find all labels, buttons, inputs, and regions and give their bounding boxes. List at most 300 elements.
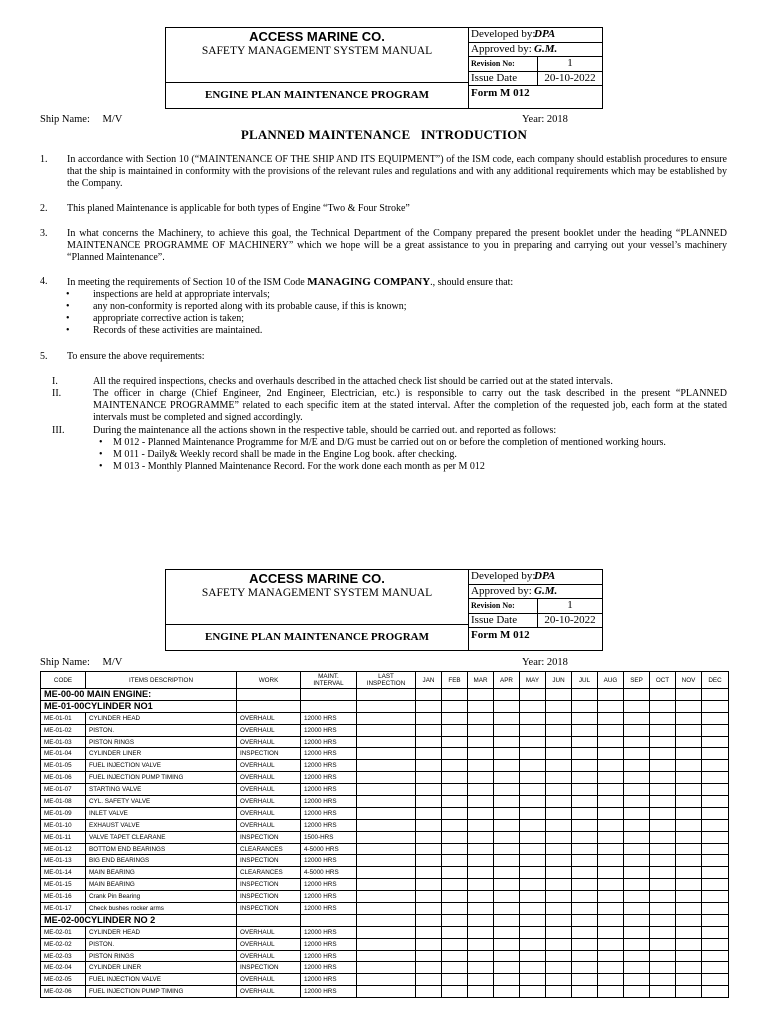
schedule-cell[interactable]	[572, 831, 598, 843]
schedule-cell[interactable]	[442, 986, 468, 998]
schedule-cell[interactable]	[494, 724, 520, 736]
schedule-cell[interactable]	[494, 903, 520, 915]
schedule-cell[interactable]	[416, 748, 442, 760]
schedule-cell[interactable]	[416, 855, 442, 867]
schedule-cell[interactable]	[572, 736, 598, 748]
schedule-cell[interactable]	[676, 760, 702, 772]
schedule-cell[interactable]	[357, 867, 416, 879]
schedule-cell[interactable]	[572, 986, 598, 998]
schedule-cell[interactable]	[357, 736, 416, 748]
schedule-cell[interactable]	[357, 986, 416, 998]
schedule-cell[interactable]	[468, 724, 494, 736]
schedule-cell[interactable]	[546, 879, 572, 891]
schedule-cell[interactable]	[520, 950, 546, 962]
schedule-cell[interactable]	[572, 784, 598, 796]
schedule-cell[interactable]	[546, 748, 572, 760]
schedule-cell[interactable]	[598, 903, 624, 915]
schedule-cell[interactable]	[357, 974, 416, 986]
schedule-cell[interactable]	[650, 843, 676, 855]
schedule-cell[interactable]	[702, 712, 729, 724]
schedule-cell[interactable]	[546, 807, 572, 819]
schedule-cell[interactable]	[624, 760, 650, 772]
schedule-cell[interactable]	[442, 736, 468, 748]
schedule-cell[interactable]	[494, 736, 520, 748]
schedule-cell[interactable]	[520, 748, 546, 760]
schedule-cell[interactable]	[357, 712, 416, 724]
schedule-cell[interactable]	[572, 867, 598, 879]
schedule-cell[interactable]	[598, 855, 624, 867]
schedule-cell[interactable]	[357, 891, 416, 903]
schedule-cell[interactable]	[520, 962, 546, 974]
schedule-cell[interactable]	[650, 986, 676, 998]
schedule-cell[interactable]	[546, 819, 572, 831]
schedule-cell[interactable]	[676, 724, 702, 736]
schedule-cell[interactable]	[357, 962, 416, 974]
schedule-cell[interactable]	[624, 807, 650, 819]
schedule-cell[interactable]	[650, 867, 676, 879]
schedule-cell[interactable]	[624, 879, 650, 891]
schedule-cell[interactable]	[442, 760, 468, 772]
schedule-cell[interactable]	[546, 760, 572, 772]
schedule-cell[interactable]	[546, 796, 572, 808]
schedule-cell[interactable]	[676, 784, 702, 796]
schedule-cell[interactable]	[357, 807, 416, 819]
schedule-cell[interactable]	[650, 784, 676, 796]
schedule-cell[interactable]	[650, 855, 676, 867]
schedule-cell[interactable]	[624, 712, 650, 724]
schedule-cell[interactable]	[702, 974, 729, 986]
schedule-cell[interactable]	[468, 962, 494, 974]
schedule-cell[interactable]	[624, 950, 650, 962]
schedule-cell[interactable]	[357, 748, 416, 760]
schedule-cell[interactable]	[416, 867, 442, 879]
schedule-cell[interactable]	[416, 986, 442, 998]
schedule-cell[interactable]	[650, 938, 676, 950]
schedule-cell[interactable]	[572, 938, 598, 950]
schedule-cell[interactable]	[598, 748, 624, 760]
schedule-cell[interactable]	[676, 712, 702, 724]
schedule-cell[interactable]	[546, 974, 572, 986]
schedule-cell[interactable]	[468, 938, 494, 950]
schedule-cell[interactable]	[520, 855, 546, 867]
schedule-cell[interactable]	[598, 819, 624, 831]
schedule-cell[interactable]	[572, 724, 598, 736]
schedule-cell[interactable]	[702, 891, 729, 903]
schedule-cell[interactable]	[572, 855, 598, 867]
schedule-cell[interactable]	[650, 903, 676, 915]
schedule-cell[interactable]	[468, 950, 494, 962]
schedule-cell[interactable]	[598, 891, 624, 903]
schedule-cell[interactable]	[494, 843, 520, 855]
schedule-cell[interactable]	[520, 879, 546, 891]
schedule-cell[interactable]	[468, 736, 494, 748]
schedule-cell[interactable]	[442, 938, 468, 950]
schedule-cell[interactable]	[676, 819, 702, 831]
schedule-cell[interactable]	[676, 926, 702, 938]
schedule-cell[interactable]	[676, 843, 702, 855]
schedule-cell[interactable]	[416, 879, 442, 891]
schedule-cell[interactable]	[494, 950, 520, 962]
schedule-cell[interactable]	[546, 784, 572, 796]
schedule-cell[interactable]	[357, 879, 416, 891]
schedule-cell[interactable]	[520, 736, 546, 748]
schedule-cell[interactable]	[624, 784, 650, 796]
schedule-cell[interactable]	[676, 986, 702, 998]
schedule-cell[interactable]	[494, 772, 520, 784]
schedule-cell[interactable]	[598, 926, 624, 938]
schedule-cell[interactable]	[416, 760, 442, 772]
schedule-cell[interactable]	[572, 819, 598, 831]
schedule-cell[interactable]	[650, 712, 676, 724]
schedule-cell[interactable]	[494, 891, 520, 903]
schedule-cell[interactable]	[416, 974, 442, 986]
schedule-cell[interactable]	[546, 986, 572, 998]
schedule-cell[interactable]	[468, 772, 494, 784]
schedule-cell[interactable]	[598, 974, 624, 986]
schedule-cell[interactable]	[520, 724, 546, 736]
schedule-cell[interactable]	[442, 974, 468, 986]
schedule-cell[interactable]	[598, 796, 624, 808]
schedule-cell[interactable]	[676, 796, 702, 808]
schedule-cell[interactable]	[702, 926, 729, 938]
schedule-cell[interactable]	[416, 926, 442, 938]
schedule-cell[interactable]	[572, 962, 598, 974]
schedule-cell[interactable]	[416, 772, 442, 784]
schedule-cell[interactable]	[357, 724, 416, 736]
schedule-cell[interactable]	[494, 867, 520, 879]
schedule-cell[interactable]	[520, 867, 546, 879]
schedule-cell[interactable]	[357, 843, 416, 855]
schedule-cell[interactable]	[468, 891, 494, 903]
schedule-cell[interactable]	[650, 950, 676, 962]
schedule-cell[interactable]	[357, 796, 416, 808]
schedule-cell[interactable]	[442, 724, 468, 736]
schedule-cell[interactable]	[357, 772, 416, 784]
schedule-cell[interactable]	[598, 986, 624, 998]
schedule-cell[interactable]	[572, 843, 598, 855]
schedule-cell[interactable]	[442, 879, 468, 891]
schedule-cell[interactable]	[572, 903, 598, 915]
schedule-cell[interactable]	[650, 796, 676, 808]
schedule-cell[interactable]	[442, 819, 468, 831]
schedule-cell[interactable]	[468, 867, 494, 879]
schedule-cell[interactable]	[468, 831, 494, 843]
schedule-cell[interactable]	[494, 962, 520, 974]
schedule-cell[interactable]	[624, 843, 650, 855]
schedule-cell[interactable]	[676, 938, 702, 950]
schedule-cell[interactable]	[650, 748, 676, 760]
schedule-cell[interactable]	[546, 712, 572, 724]
schedule-cell[interactable]	[442, 867, 468, 879]
schedule-cell[interactable]	[468, 784, 494, 796]
schedule-cell[interactable]	[442, 748, 468, 760]
schedule-cell[interactable]	[468, 760, 494, 772]
schedule-cell[interactable]	[624, 986, 650, 998]
schedule-cell[interactable]	[624, 748, 650, 760]
schedule-cell[interactable]	[494, 926, 520, 938]
schedule-cell[interactable]	[416, 950, 442, 962]
schedule-cell[interactable]	[416, 819, 442, 831]
schedule-cell[interactable]	[702, 855, 729, 867]
schedule-cell[interactable]	[624, 938, 650, 950]
schedule-cell[interactable]	[468, 879, 494, 891]
schedule-cell[interactable]	[520, 986, 546, 998]
schedule-cell[interactable]	[494, 986, 520, 998]
schedule-cell[interactable]	[546, 724, 572, 736]
schedule-cell[interactable]	[416, 807, 442, 819]
schedule-cell[interactable]	[494, 760, 520, 772]
schedule-cell[interactable]	[650, 962, 676, 974]
schedule-cell[interactable]	[416, 962, 442, 974]
schedule-cell[interactable]	[520, 819, 546, 831]
schedule-cell[interactable]	[416, 736, 442, 748]
schedule-cell[interactable]	[494, 855, 520, 867]
schedule-cell[interactable]	[676, 962, 702, 974]
schedule-cell[interactable]	[546, 855, 572, 867]
schedule-cell[interactable]	[702, 903, 729, 915]
schedule-cell[interactable]	[442, 831, 468, 843]
schedule-cell[interactable]	[650, 807, 676, 819]
schedule-cell[interactable]	[468, 843, 494, 855]
schedule-cell[interactable]	[416, 724, 442, 736]
schedule-cell[interactable]	[598, 938, 624, 950]
schedule-cell[interactable]	[546, 903, 572, 915]
schedule-cell[interactable]	[702, 879, 729, 891]
schedule-cell[interactable]	[494, 974, 520, 986]
approved-label: Approved by:	[471, 42, 532, 55]
schedule-cell[interactable]	[494, 831, 520, 843]
schedule-cell[interactable]	[598, 962, 624, 974]
schedule-cell[interactable]	[520, 772, 546, 784]
schedule-cell[interactable]	[357, 831, 416, 843]
schedule-cell[interactable]	[702, 819, 729, 831]
schedule-cell[interactable]	[468, 748, 494, 760]
schedule-cell[interactable]	[520, 784, 546, 796]
schedule-cell[interactable]	[650, 879, 676, 891]
schedule-cell[interactable]	[468, 986, 494, 998]
schedule-cell[interactable]	[416, 891, 442, 903]
schedule-cell[interactable]	[598, 843, 624, 855]
schedule-cell[interactable]	[702, 784, 729, 796]
schedule-cell[interactable]	[572, 807, 598, 819]
schedule-cell[interactable]	[468, 974, 494, 986]
schedule-cell[interactable]	[494, 796, 520, 808]
schedule-cell[interactable]	[624, 796, 650, 808]
schedule-cell[interactable]	[468, 926, 494, 938]
schedule-cell[interactable]	[624, 819, 650, 831]
schedule-cell[interactable]	[416, 784, 442, 796]
schedule-cell[interactable]	[546, 950, 572, 962]
schedule-cell[interactable]	[702, 736, 729, 748]
schedule-cell[interactable]	[650, 974, 676, 986]
schedule-cell[interactable]	[572, 712, 598, 724]
schedule-cell[interactable]	[702, 748, 729, 760]
schedule-cell[interactable]	[442, 772, 468, 784]
schedule-cell[interactable]	[702, 807, 729, 819]
schedule-cell[interactable]	[357, 819, 416, 831]
schedule-cell[interactable]	[357, 938, 416, 950]
schedule-cell[interactable]	[650, 819, 676, 831]
schedule-cell[interactable]	[546, 831, 572, 843]
schedule-cell[interactable]	[572, 772, 598, 784]
schedule-cell[interactable]	[598, 879, 624, 891]
schedule-cell[interactable]	[676, 831, 702, 843]
schedule-cell[interactable]	[598, 760, 624, 772]
schedule-cell[interactable]	[650, 772, 676, 784]
schedule-cell[interactable]	[546, 891, 572, 903]
schedule-cell[interactable]	[520, 760, 546, 772]
schedule-cell[interactable]	[468, 819, 494, 831]
schedule-cell[interactable]	[624, 772, 650, 784]
schedule-cell[interactable]	[676, 807, 702, 819]
schedule-cell[interactable]	[546, 926, 572, 938]
schedule-cell[interactable]	[520, 712, 546, 724]
schedule-cell[interactable]	[468, 855, 494, 867]
schedule-cell[interactable]	[624, 831, 650, 843]
schedule-cell[interactable]	[520, 807, 546, 819]
schedule-cell[interactable]	[546, 867, 572, 879]
schedule-cell[interactable]	[357, 926, 416, 938]
schedule-cell[interactable]	[676, 903, 702, 915]
schedule-cell[interactable]	[624, 736, 650, 748]
schedule-cell[interactable]	[598, 807, 624, 819]
schedule-cell[interactable]	[676, 879, 702, 891]
schedule-cell[interactable]	[520, 926, 546, 938]
schedule-cell[interactable]	[357, 950, 416, 962]
schedule-cell[interactable]	[416, 796, 442, 808]
schedule-cell[interactable]	[676, 748, 702, 760]
schedule-cell[interactable]	[572, 879, 598, 891]
schedule-cell[interactable]	[357, 903, 416, 915]
schedule-cell[interactable]	[520, 903, 546, 915]
schedule-cell[interactable]	[702, 760, 729, 772]
schedule-cell[interactable]	[416, 712, 442, 724]
schedule-cell[interactable]	[598, 831, 624, 843]
schedule-cell[interactable]	[468, 712, 494, 724]
schedule-cell[interactable]	[624, 962, 650, 974]
schedule-cell[interactable]	[624, 903, 650, 915]
schedule-cell[interactable]	[702, 962, 729, 974]
schedule-cell[interactable]	[494, 712, 520, 724]
schedule-cell[interactable]	[598, 867, 624, 879]
schedule-cell[interactable]	[494, 807, 520, 819]
schedule-cell[interactable]	[572, 974, 598, 986]
schedule-cell[interactable]	[442, 891, 468, 903]
schedule-cell[interactable]	[572, 760, 598, 772]
schedule-cell[interactable]	[546, 962, 572, 974]
schedule-cell[interactable]	[624, 974, 650, 986]
schedule-cell[interactable]	[676, 950, 702, 962]
schedule-cell[interactable]	[442, 950, 468, 962]
schedule-cell[interactable]	[520, 843, 546, 855]
schedule-cell[interactable]	[520, 891, 546, 903]
schedule-cell[interactable]	[676, 867, 702, 879]
schedule-cell[interactable]	[676, 736, 702, 748]
schedule-cell[interactable]	[546, 772, 572, 784]
schedule-cell[interactable]	[702, 843, 729, 855]
schedule-cell[interactable]	[650, 736, 676, 748]
schedule-cell[interactable]	[676, 891, 702, 903]
schedule-cell[interactable]	[442, 807, 468, 819]
schedule-cell[interactable]	[624, 891, 650, 903]
schedule-cell[interactable]	[442, 926, 468, 938]
schedule-cell[interactable]	[598, 736, 624, 748]
schedule-cell[interactable]	[702, 831, 729, 843]
schedule-cell[interactable]	[442, 903, 468, 915]
schedule-cell[interactable]	[520, 974, 546, 986]
schedule-cell[interactable]	[702, 986, 729, 998]
schedule-cell[interactable]	[468, 903, 494, 915]
schedule-cell[interactable]	[546, 938, 572, 950]
schedule-cell[interactable]	[572, 950, 598, 962]
schedule-cell[interactable]	[624, 855, 650, 867]
schedule-cell[interactable]	[546, 843, 572, 855]
schedule-cell[interactable]	[442, 784, 468, 796]
schedule-cell[interactable]	[702, 772, 729, 784]
schedule-cell[interactable]	[702, 950, 729, 962]
schedule-cell[interactable]	[650, 891, 676, 903]
schedule-cell[interactable]	[624, 926, 650, 938]
schedule-cell[interactable]	[598, 784, 624, 796]
schedule-cell[interactable]	[572, 796, 598, 808]
schedule-cell[interactable]	[572, 926, 598, 938]
schedule-cell[interactable]	[494, 879, 520, 891]
schedule-cell[interactable]	[624, 724, 650, 736]
schedule-cell[interactable]	[702, 867, 729, 879]
schedule-cell[interactable]	[416, 938, 442, 950]
schedule-cell[interactable]	[598, 772, 624, 784]
schedule-cell[interactable]	[442, 855, 468, 867]
schedule-cell[interactable]	[468, 807, 494, 819]
schedule-cell[interactable]	[520, 938, 546, 950]
schedule-cell[interactable]	[442, 796, 468, 808]
schedule-cell[interactable]	[357, 855, 416, 867]
schedule-cell[interactable]	[520, 831, 546, 843]
schedule-cell[interactable]	[624, 867, 650, 879]
schedule-cell[interactable]	[494, 784, 520, 796]
schedule-cell[interactable]	[416, 831, 442, 843]
schedule-cell[interactable]	[702, 796, 729, 808]
schedule-cell[interactable]	[546, 736, 572, 748]
schedule-cell[interactable]	[494, 748, 520, 760]
schedule-cell[interactable]	[676, 855, 702, 867]
schedule-cell[interactable]	[468, 796, 494, 808]
schedule-cell[interactable]	[650, 760, 676, 772]
schedule-cell[interactable]	[572, 748, 598, 760]
schedule-cell[interactable]	[676, 974, 702, 986]
schedule-cell[interactable]	[598, 712, 624, 724]
schedule-cell[interactable]	[442, 962, 468, 974]
schedule-cell[interactable]	[494, 819, 520, 831]
schedule-cell[interactable]	[442, 712, 468, 724]
schedule-cell[interactable]	[598, 724, 624, 736]
schedule-cell[interactable]	[650, 831, 676, 843]
schedule-cell[interactable]	[442, 843, 468, 855]
schedule-cell[interactable]	[494, 938, 520, 950]
schedule-cell[interactable]	[650, 724, 676, 736]
schedule-cell[interactable]	[572, 891, 598, 903]
schedule-cell[interactable]	[702, 938, 729, 950]
schedule-cell[interactable]	[520, 796, 546, 808]
schedule-cell[interactable]	[416, 903, 442, 915]
schedule-cell[interactable]	[598, 950, 624, 962]
schedule-cell[interactable]	[357, 784, 416, 796]
schedule-cell[interactable]	[702, 724, 729, 736]
schedule-cell[interactable]	[357, 760, 416, 772]
schedule-cell[interactable]	[416, 843, 442, 855]
schedule-cell[interactable]	[676, 772, 702, 784]
schedule-cell[interactable]	[650, 926, 676, 938]
